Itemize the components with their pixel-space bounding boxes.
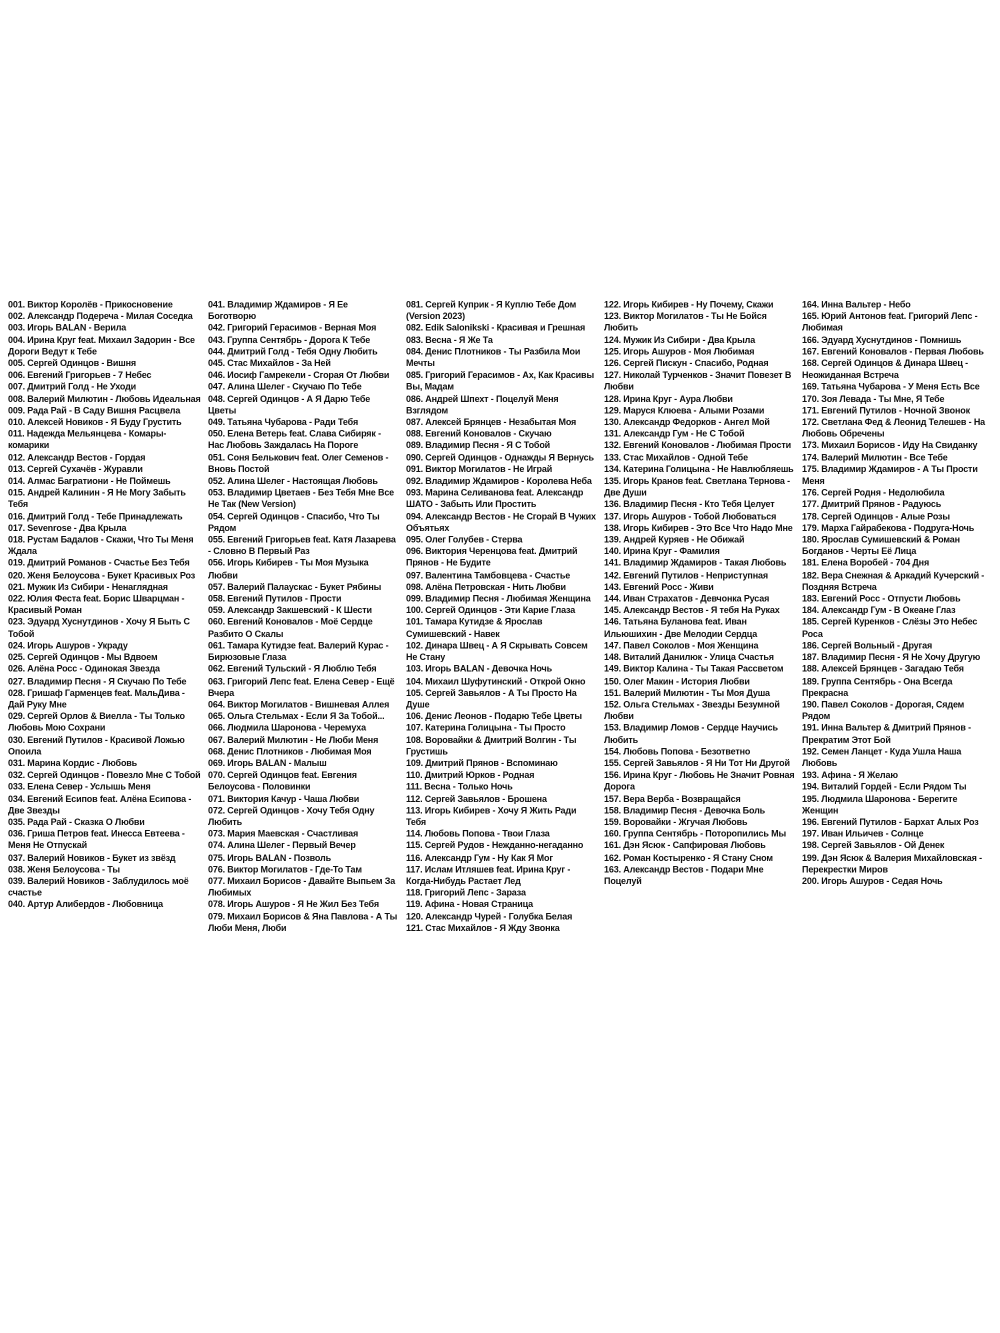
track-entry: 092. Владимир Ждамиров - Королева Неба [406,475,592,486]
track-entry: 042. Григорий Герасимов - Верная Моя [208,322,377,334]
track-entry: 160. Группа Сентябрь - Поторопились Мы [604,828,786,839]
track-entry: 169. Татьяна Чубарова - У Меня Есть Все [802,381,980,392]
tracklist-column-2 [208,299,398,934]
track-entry: 074. Алина Шелег - Первый Вечер [208,840,356,851]
track-entry: 175. Владимир Ждамиров - А Ты Прости Меня [802,463,978,486]
track-entry: 147. Павел Соколов - Моя Женщина [604,640,759,651]
track-entry: 079. Михаил Борисов & Яна Павлова - А Ты Люби Меня, Люби [208,910,398,933]
track-entry: 001. Виктор Королёв - Прикосновение [8,299,173,310]
track-entry: 053. Владимир Цветаев - Без Тебя Мне Все Не Так (New Version) [208,487,395,510]
tracklist-sheet [8,299,996,933]
track-entry: 140. Ирина Круг - Фамилия [604,546,720,557]
track-entry: 048. Сергей Одинцов - А Я Дарю Тебе Цветы [208,393,371,416]
track-entry: 052. Алина Шелег - Настоящая Любовь [208,475,378,486]
track-entry: 026. Алёна Росс - Одинокая Звезда [8,663,160,675]
track-entry: 152. Ольга Стельмах - Звезды Безумной Любви [604,698,780,722]
track-entry: 003. Игорь BALAN - Верила [8,322,127,334]
track-entry: 061. Тамара Кутидзе feat. Валерий Курас - Бирюзовые Глаза [208,640,389,663]
track-entry: 078. Игорь Ашуров - Я Не Жил Без Тебя [208,898,379,910]
track-entry: 014. Алмас Багратиони - Не Поймешь [8,475,171,486]
track-entry: 066. Людмила Шаронова - Черемуха [208,722,366,733]
track-entry: 133. Стас Михайлов - Одной Тебе [604,451,748,463]
track-entry: 022. Юлия Феста feat. Борис Шварцман - Красивый Роман [8,593,185,616]
track-entry: 064. Виктор Могилатов - Вишневая Аллея [208,698,390,710]
track-entry: 086. Андрей Шпехт - Поцелуй Меня Взглядом [406,393,559,416]
track-entry: 054. Сергей Одинцов - Спасибо, Что Ты Рядом [208,510,380,534]
track-entry: 087. Алексей Брянцев - Незабытая Моя [406,416,577,428]
track-entry: 097. Валентина Тамбовцева - Счастье [406,569,571,581]
track-entry: 043. Группа Сентябрь - Дорога К Тебе [208,334,371,345]
track-entry: 165. Юрий Антонов feat. Григорий Лепс - Любимая [802,310,978,334]
track-entry: 128. Ирина Круг - Аура Любви [604,393,733,404]
tracklist-column-5 [802,299,994,934]
track-entry: 091. Виктор Могилатов - Не Играй [406,463,553,475]
track-entry: 099. Владимир Песня - Любимая Женщина [406,593,591,604]
track-entry: 038. Женя Белоусова - Ты [8,863,120,875]
track-entry: 183. Евгений Росс - Отпусти Любовь [802,593,961,604]
track-entry: 181. Елена Воробей - 704 Дня [802,557,930,569]
track-entry: 180. Ярослав Сумишевский & Роман Богданов - Черты Её Лица [802,534,960,557]
track-entry: 004. Ирина Круг feat. Михаил Задорин - Все Дороги Ведут к Тебе [8,334,195,357]
track-entry: 105. Сергей Завьялов - А Ты Просто На Душе [406,687,577,710]
track-entry: 085. Григорий Герасимов - Ах, Как Красивы Вы, Мадам [406,369,594,392]
track-entry: 083. Весна - Я Же Та [406,334,493,345]
track-entry: 134. Катерина Голицына - Не Навлюбляешь [604,463,794,475]
track-entry: 102. Динара Швец - А Я Скрывать Совсем Не Стану [406,640,588,663]
track-entry: 124. Мужик Из Сибири - Два Крыла [604,334,756,345]
track-entry: 195. Людмила Шаронова - Берегите Женщин [802,793,958,816]
track-entry: 019. Дмитрий Романов - Счастье Без Тебя [8,557,190,569]
track-entry: 199. Дэн Ясюк & Валерия Михайловская - Перекрестки Миров [802,851,982,875]
tracklist-column-3 [406,299,598,934]
track-entry: 184. Александр Гум - В Океане Глаз [802,604,956,616]
track-entry: 182. Вера Снежная & Аркадий Кучерский - Поздняя Встреча [802,569,985,592]
track-entry: 084. Денис Плотников - Ты Разбила Мои Мечты [406,346,581,369]
track-entry: 046. Иосиф Гамрекели - Сгорая От Любви [208,369,390,381]
track-entry: 011. Надежда Мельянцева - Комары-комарики [8,428,167,451]
track-entry: 193. Афина - Я Желаю [802,769,898,781]
track-entry: 191. Инна Вальтер & Дмитрий Прянов - Прекратим Этот Бой [802,722,971,745]
track-entry: 009. Рада Рай - В Саду Вишня Расцвела [8,404,181,416]
track-entry: 103. Игорь BALAN - Девочка Ночь [406,663,552,675]
track-entry: 028. Гришаф Гарменцев feat. МальДива - Дай Руку Мне [8,687,185,710]
track-entry: 192. Семен Ланцет - Куда Ушла Наша Любовь [802,746,962,769]
track-entry: 069. Игорь BALAN - Малыш [208,757,327,769]
track-entry: 109. Дмитрий Прянов - Вспоминаю [406,757,558,769]
track-entry: 032. Сергей Одинцов - Повезло Мне С Тобой [8,769,201,781]
track-entry: 119. Афина - Новая Страница [406,898,534,910]
track-entry: 170. Зоя Левада - Ты Мне, Я Тебе [802,393,945,404]
track-entry: 174. Валерий Милютин - Все Тебе [802,451,948,463]
track-entry: 172. Светлана Фед & Леонид Телешев - На Любовь Обречены [802,416,986,439]
track-entry: 007. Дмитрий Голд - Не Уходи [8,381,137,392]
track-entry: 090. Сергей Одинцов - Однажды Я Вернусь [406,451,594,463]
track-entry: 148. Виталий Данилюк - Улица Счастья [604,651,774,663]
track-entry: 025. Сергей Одинцов - Мы Вдвоем [8,651,158,663]
track-entry: 135. Игорь Кранов feat. Светлана Тернова - Две Души [604,475,790,498]
track-entry: 101. Тамара Кутидзе & Ярослав Сумишевский - Навек [406,616,543,639]
track-entry: 045. Стас Михайлов - За Ней [208,357,331,369]
track-entry: 185. Сергей Куренков - Слёзы Это Небес Роса [802,616,978,639]
track-entry: 121. Стас Михайлов - Я Жду Звонка [406,922,560,933]
track-entry: 162. Роман Костыренко - Я Стану Сном [604,851,773,863]
track-entry: 168. Сергей Одинцов & Динара Швец - Неожиданная Встреча [802,357,968,381]
track-entry: 094. Александр Вестов - Не Сгорай В Чужих Объятьях [406,510,596,534]
track-entry: 137. Игорь Ашуров - Тобой Любоваться [604,510,777,522]
track-entry: 196. Евгений Путилов - Бархат Алых Роз [802,816,979,828]
track-entry: 149. Виктор Калина - Ты Такая Рассветом [604,663,784,675]
track-entry: 075. Игорь BALAN - Позволь [208,851,331,863]
track-entry: 082. Edik Salonikski - Красивая и Грешная [406,322,586,334]
track-entry: 164. Инна Вальтер - Небо [802,299,911,310]
track-entry: 171. Евгений Путилов - Ночной Звонок [802,404,971,416]
track-entry: 029. Сергей Орлов & Виелла - Ты Только Любовь Мою Сохрани [8,710,185,733]
track-entry: 163. Александр Вестов - Подари Мне Поцелуй [604,863,764,886]
track-entry: 098. Алёна Петровская - Нить Любви [406,581,566,592]
track-entry: 021. Мужик Из Сибири - Ненаглядная [8,581,168,592]
track-entry: 158. Владимир Песня - Девочка Боль [604,804,766,816]
track-entry: 071. Виктория Качур - Чаша Любви [208,793,360,804]
track-entry: 106. Денис Леонов - Подарю Тебе Цветы [406,710,582,722]
track-entry: 104. Михаил Шуфутинский - Открой Окно [406,675,586,686]
track-entry: 161. Дэн Ясюк - Сапфировая Любовь [604,840,766,851]
track-entry: 122. Игорь Кибирев - Ну Почему, Скажи [604,299,774,310]
track-entry: 139. Андрей Куряев - Не Обижай [604,534,745,545]
track-entry: 047. Алина Шелег - Скучаю По Тебе [208,381,362,392]
track-entry: 050. Елена Ветерь feat. Слава Сибиряк - Нас Любовь Заждалась На Пороге [208,428,381,451]
track-entry: 150. Олег Макин - История Любви [604,675,750,686]
track-entry: 116. Александр Гум - Ну Как Я Мог [406,851,553,863]
track-entry: 190. Павел Соколов - Дорогая, Сядем Рядом [802,698,965,722]
track-entry: 130. Александр Федорков - Ангел Мой [604,416,770,428]
track-entry: 065. Ольга Стельмах - Если Я За Тобой... [208,710,385,722]
track-entry: 002. Александр Подереча - Милая Соседка [8,310,193,322]
track-entry: 013. Сергей Сухачёв - Журавли [8,463,143,475]
track-entry: 016. Дмитрий Голд - Тебе Принадлежать [8,510,183,522]
track-entry: 142. Евгений Путилов - Неприступная [604,569,768,581]
track-entry: 076. Виктор Могилатов - Где-То Там [208,863,362,875]
track-entry: 067. Валерий Милютин - Не Люби Меня [208,734,379,745]
track-entry: 118. Григорий Лепс - Зараза [406,887,526,898]
track-entry: 187. Владимир Песня - Я Не Хочу Другую [802,651,981,663]
track-entry: 073. Мария Маевская - Счастливая [208,828,359,839]
track-entry: 155. Сергей Завьялов - Я Ни Тот Ни Другой [604,757,790,769]
track-entry: 120. Александр Чурей - Голубка Белая [406,910,573,922]
tracklist-column-4 [604,299,796,934]
track-entry: 166. Эдуард Хуснутдинов - Помнишь [802,334,962,345]
track-entry: 115. Сергей Рудов - Нежданно-негаданно [406,840,584,851]
track-entry: 093. Марина Селиванова feat. Александр ШАТО - Забыть Или Простить [406,487,584,510]
track-entry: 200. Игорь Ашуров - Седая Ночь [802,875,943,886]
track-entry: 051. Соня Белькович feat. Олег Семенов - Вновь Постой [208,451,389,475]
track-entry: 039. Валерий Новиков - Заблудилось моё счастье [8,875,189,898]
track-entry: 089. Владимир Песня - Я С Тобой [406,440,551,451]
track-entry: 012. Александр Вестов - Гордая [8,451,146,463]
track-entry: 044. Дмитрий Голд - Тебя Одну Любить [208,346,378,357]
track-entry: 027. Владимир Песня - Я Скучаю По Тебе [8,675,187,686]
track-entry: 131. Александр Гум - Не С Тобой [604,428,745,439]
track-entry: 144. Иван Страхатов - Девчонка Русая [604,593,770,604]
track-entry: 005. Сергей Одинцов - Вишня [8,357,136,369]
track-entry: 036. Гриша Петров feat. Инесса Евтеева - Меня Не Отпускай [8,828,185,851]
track-entry: 197. Иван Ильичев - Солнце [802,828,924,839]
track-entry: 088. Евгений Коновалов - Скучаю [406,428,552,439]
track-entry: 010. Алексей Новиков - Я Буду Грустить [8,416,182,428]
track-entry: 179. Марха Гайрабекова - Подруга-Ночь [802,522,975,534]
track-entry: 015. Андрей Калинин - Я Не Могу Забыть Тебя [8,487,186,510]
track-entry: 035. Рада Рай - Сказка О Любви [8,816,145,828]
track-entry: 058. Евгений Путилов - Прости [208,593,342,604]
track-entry: 055. Евгений Григорьев feat. Катя Лазарева - Словно В Первый Раз [208,534,396,557]
track-entry: 108. Воровайки & Дмитрий Волгин - Ты Грустишь [406,734,577,757]
track-entry: 154. Любовь Попова - Безответно [604,746,751,757]
track-entry: 059. Александр Закшевский - К Шести [208,604,372,616]
track-entry: 132. Евгений Коновалов - Любимая Прости [604,440,791,451]
track-entry: 063. Григорий Лепс feat. Елена Север - Ещё Вчера [208,675,395,698]
track-entry: 060. Евгений Коновалов - Моё Сердце Разбито О Скалы [208,616,373,639]
track-entry: 081. Сергей Куприк - Я Куплю Тебе Дом (Version 2023) [406,299,577,322]
track-entry: 117. Ислам Итляшев feat. Ирина Круг - Когда-Нибудь Растает Лед [406,863,571,886]
track-entry: 057. Валерий Палаускас - Букет Рябины [208,581,382,592]
track-entry: 188. Алексей Брянцев - Загадаю Тебя [802,663,964,675]
track-entry: 020. Женя Белоусова - Букет Красивых Роз [8,569,196,581]
track-entry: 113. Игорь Кибирев - Хочу Я Жить Ради Тебя [406,804,577,828]
track-entry: 023. Эдуард Хуснутдинов - Хочу Я Быть С Тобой [8,616,190,639]
track-entry: 017. Sevenrose - Два Крыла [8,522,127,534]
track-entry: 100. Сергей Одинцов - Эти Карие Глаза [406,604,576,616]
track-entry: 030. Евгений Путилов - Красивой Ложью Опоила [8,734,185,757]
track-entry: 159. Воровайки - Жгучая Любовь [604,816,748,828]
track-entry: 041. Владимир Ждамиров - Я Ее Боготворю [208,299,348,322]
track-entry: 125. Игорь Ашуров - Моя Любимая [604,346,755,357]
track-entry: 156. Ирина Круг - Любовь Не Значит Ровная Дорога [604,769,795,792]
track-entry: 049. Татьяна Чубарова - Ради Тебя [208,416,359,428]
track-entry: 145. Александр Вестов - Я тебя На Руках [604,604,780,616]
track-entry: 198. Сергей Завьялов - Ой Денек [802,840,945,851]
track-entry: 143. Евгений Росс - Живи [604,581,714,592]
track-entry: 112. Сергей Завьялов - Брошена [406,793,547,804]
track-entry: 077. Михаил Борисов - Давайте Выпьем За Любимых [208,875,396,898]
track-entry: 110. Дмитрий Юрков - Родная [406,769,535,781]
track-entry: 146. Татьяна Буланова feat. Иван Ильюшихин - Две Мелодии Сердца [604,616,758,639]
track-entry: 177. Дмитрий Прянов - Радуюсь [802,498,942,510]
track-entry: 129. Маруся Клюева - Алыми Розами [604,404,765,416]
track-entry: 178. Сергей Одинцов - Алые Розы [802,510,950,522]
track-entry: 126. Сергей Пискун - Спасибо, Родная [604,357,769,369]
track-entry: 107. Катерина Голицына - Ты Просто [406,722,566,733]
track-entry: 033. Елена Север - Услышь Меня [8,781,151,792]
track-entry: 167. Евгений Коновалов - Первая Любовь [802,346,984,357]
track-entry: 157. Вера Верба - Возвращайся [604,793,741,804]
track-entry: 138. Игорь Кибирев - Это Все Что Надо Мне [604,522,793,534]
track-entry: 070. Сергей Одинцов feat. Евгения Белоусова - Половинки [208,769,357,792]
track-entry: 034. Евгений Есипов feat. Алёна Есипова - Две Звезды [8,793,192,816]
track-entry: 018. Рустам Бадалов - Скажи, Что Ты Меня Ждала [8,534,194,557]
track-entry: 072. Сергей Одинцов - Хочу Тебя Одну Любить [208,804,375,828]
track-entry: 176. Сергей Родня - Недолюбила [802,487,945,498]
track-entry: 095. Олег Голубев - Стерва [406,534,523,545]
track-entry: 040. Артур Алибердов - Любовница [8,898,164,910]
track-entry: 123. Виктор Могилатов - Ты Не Бойся Любить [604,310,767,334]
track-entry: 096. Виктория Черенцова feat. Дмитрий Прянов - Не Будите [406,546,578,569]
track-entry: 068. Денис Плотников - Любимая Моя [208,746,372,757]
track-entry: 173. Михаил Борисов - Иду На Свиданку [802,440,978,451]
track-entry: 153. Владимир Ломов - Сердце Научись Любить [604,722,778,745]
track-entry: 136. Владимир Песня - Кто Тебя Целует [604,498,775,510]
track-entry: 151. Валерий Милютин - Ты Моя Душа [604,687,770,698]
track-entry: 141. Владимир Ждамиров - Такая Любовь [604,557,787,569]
track-entry: 127. Николай Турченков - Значит Повезет В Любви [604,369,792,392]
track-entry: 111. Весна - Только Ночь [406,781,513,792]
track-entry: 008. Валерий Милютин - Любовь Идеальная [8,393,201,404]
track-entry: 114. Любовь Попова - Твои Глаза [406,828,550,839]
tracklist-column-1 [8,299,202,934]
track-entry: 024. Игорь Ашуров - Украду [8,640,128,651]
track-entry: 037. Валерий Новиков - Букет из звёзд [8,851,176,863]
track-entry: 189. Группа Сентябрь - Она Всегда Прекрасна [802,675,953,698]
track-entry: 194. Виталий Гордей - Если Рядом Ты [802,781,967,792]
track-entry: 031. Марина Кордис - Любовь [8,757,138,769]
track-entry: 186. Сергей Вольный - Другая [802,640,933,651]
track-entry: 062. Евгений Тульский - Я Люблю Тебя [208,663,377,675]
track-entry: 006. Евгений Григорьев - 7 Небес [8,369,152,381]
track-entry: 056. Игорь Кибирев - Ты Моя Музыка Любви [208,557,369,581]
